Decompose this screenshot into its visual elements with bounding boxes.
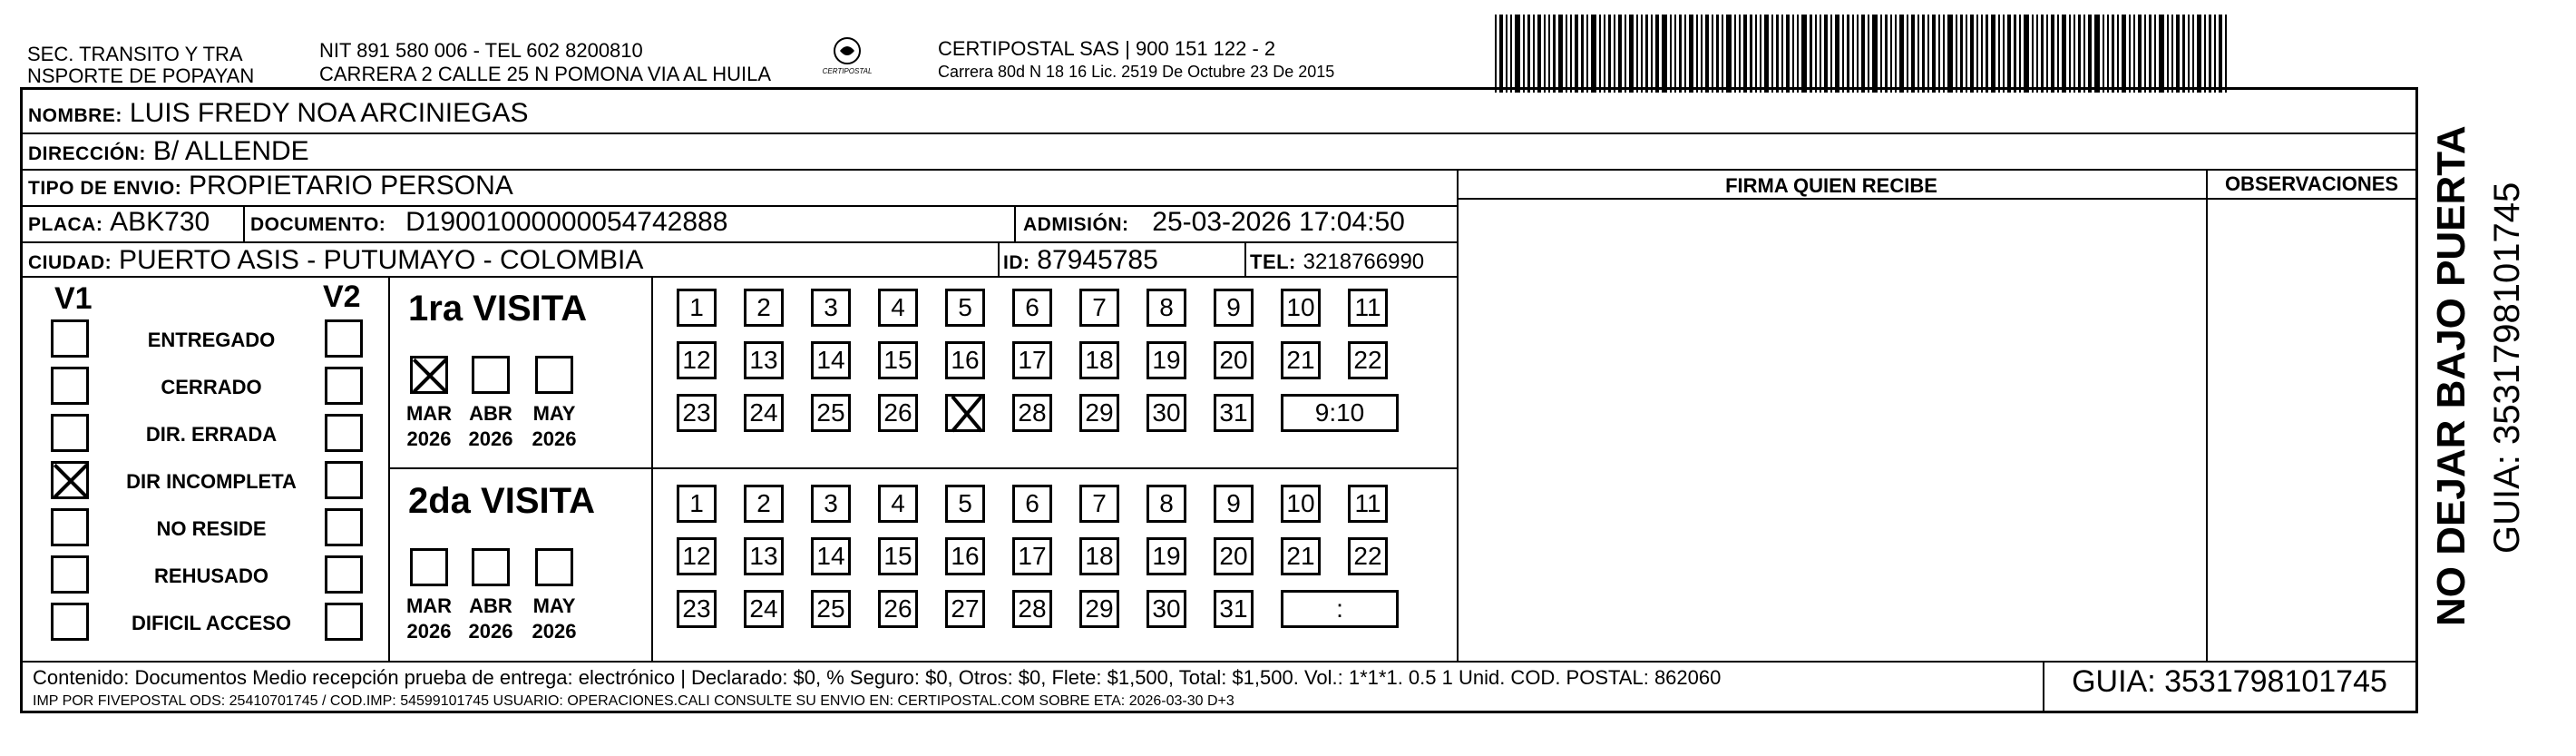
month-checkbox[interactable] xyxy=(472,356,510,394)
barcode-bar xyxy=(2036,15,2038,93)
v1-checkbox[interactable] xyxy=(51,461,89,499)
day-box[interactable]: 14 xyxy=(811,537,851,575)
barcode-bar xyxy=(1956,15,1957,93)
nombre-label: NOMBRE: xyxy=(28,105,122,126)
status-option-label: DIR INCOMPLETA xyxy=(126,470,297,493)
day-box[interactable]: 22 xyxy=(1348,341,1388,379)
ciudad xyxy=(28,245,643,279)
barcode-bar xyxy=(1510,15,1512,93)
barcode-bar xyxy=(2041,15,2044,93)
tipo-envio-value: PROPIETARIO PERSONA xyxy=(188,171,513,201)
day-box[interactable]: 18 xyxy=(1079,341,1119,379)
day-box[interactable]: 13 xyxy=(744,341,784,379)
barcode-bar xyxy=(1743,15,1747,93)
v2-checkbox[interactable] xyxy=(325,461,363,499)
v1-checkbox[interactable] xyxy=(51,367,89,405)
barcode-bar xyxy=(2225,15,2227,93)
barcode-bar xyxy=(1570,15,1572,93)
admision-value: 25-03-2026 17:04:50 xyxy=(1152,207,1405,237)
day-box[interactable]: 20 xyxy=(1214,341,1254,379)
barcode-bar xyxy=(1750,15,1752,93)
barcode-bar xyxy=(1608,15,1611,93)
barcode-bar xyxy=(1960,15,1963,93)
barcode-bar xyxy=(1981,15,1983,93)
tel-value: 3218766990 xyxy=(1303,250,1425,274)
side-guia: GUIA: 3531798101745 xyxy=(2487,182,2527,554)
barcode-bar xyxy=(1495,15,1497,93)
barcode-bar xyxy=(1885,15,1888,93)
day-box[interactable]: 30 xyxy=(1147,394,1186,432)
barcode-bar xyxy=(2003,15,2005,93)
barcode-bar xyxy=(1679,15,1682,93)
day-box[interactable]: 8 xyxy=(1147,485,1186,523)
barcode-bar xyxy=(1781,15,1783,93)
barcode-bar xyxy=(1815,15,1817,93)
barcode-bar xyxy=(2069,15,2071,93)
status-option-label: CERRADO xyxy=(161,376,262,398)
signature-area[interactable] xyxy=(1459,200,2204,659)
time-box[interactable]: 9:10 xyxy=(1281,394,1399,432)
placa-label: PLACA: xyxy=(28,214,103,235)
barcode-bar xyxy=(1830,15,1832,93)
status-option-label: DIR. ERRADA xyxy=(145,423,278,446)
time-box[interactable]: : xyxy=(1281,590,1399,628)
v2-checkbox[interactable] xyxy=(325,555,363,594)
row-nombre xyxy=(23,98,2415,134)
barcode-bar xyxy=(1684,15,1686,93)
barcode-bar xyxy=(1629,15,1634,93)
barcode-bar xyxy=(1966,15,1967,93)
documento-label: DOCUMENTO: xyxy=(250,214,386,235)
day-box[interactable]: 25 xyxy=(811,590,851,628)
barcode-bar xyxy=(1970,15,1974,93)
barcode-bar xyxy=(1820,15,1821,93)
barcode-bar xyxy=(2182,15,2185,93)
barcode-bar xyxy=(1938,15,1940,93)
visit1-title: 1ra VISITA xyxy=(408,289,588,329)
barcode-bar xyxy=(2133,15,2135,93)
v2-header: V2 xyxy=(323,280,361,314)
barcode-bar xyxy=(1591,15,1596,93)
day-box[interactable]: 15 xyxy=(878,341,918,379)
barcode-bar xyxy=(1986,15,1988,93)
day-box[interactable]: 19 xyxy=(1147,537,1186,575)
tipo-envio-label: TIPO DE ENVIO: xyxy=(28,178,182,199)
no-dejar-warning: NO DEJAR BAJO PUERTA xyxy=(2429,125,2474,626)
month-checkbox[interactable] xyxy=(410,356,448,394)
barcode-bar xyxy=(1558,15,1563,93)
barcode-bar xyxy=(2019,15,2021,93)
barcode-bar xyxy=(1943,15,1945,93)
barcode-bar xyxy=(1599,15,1601,93)
day-box[interactable]: 4 xyxy=(878,289,918,327)
barcode-bar xyxy=(1499,15,1503,93)
barcode-bar xyxy=(1523,15,1525,93)
barcode-bar xyxy=(1726,15,1732,93)
barcode-bar xyxy=(1786,15,1790,93)
barcode-bar xyxy=(1674,15,1676,93)
day-box[interactable]: 3 xyxy=(811,289,851,327)
barcode-bar xyxy=(2078,15,2081,93)
barcode-bar xyxy=(2167,15,2169,93)
barcode-bar xyxy=(1895,15,1897,93)
v2-checkbox[interactable] xyxy=(325,367,363,405)
barcode-bar xyxy=(1755,15,1757,93)
v2-checkbox[interactable] xyxy=(325,508,363,546)
day-box[interactable]: 13 xyxy=(744,537,784,575)
day-box[interactable]: 24 xyxy=(744,590,784,628)
day-box[interactable]: 5 xyxy=(945,289,985,327)
barcode-bar xyxy=(1842,15,1844,93)
barcode-bar xyxy=(1575,15,1578,93)
barcode-bar xyxy=(2083,15,2085,93)
id-field xyxy=(1003,245,1158,279)
tipo-envio xyxy=(28,171,513,204)
visit2-title: 2da VISITA xyxy=(408,481,595,521)
v2-checkbox[interactable] xyxy=(325,319,363,358)
barcode-bar xyxy=(1868,15,1869,93)
day-box[interactable]: 28 xyxy=(1012,590,1052,628)
day-box[interactable]: 14 xyxy=(811,341,851,379)
day-box[interactable]: 10 xyxy=(1281,289,1321,327)
day-box[interactable]: 2 xyxy=(744,485,784,523)
ciudad-value: PUERTO ASIS - PUTUMAYO - COLOMBIA xyxy=(118,245,644,275)
day-box[interactable]: 19 xyxy=(1147,341,1186,379)
barcode-bar xyxy=(2154,15,2156,93)
month-checkbox[interactable] xyxy=(410,548,448,586)
barcode-bar xyxy=(1907,15,1908,93)
day-box[interactable]: 3 xyxy=(811,485,851,523)
barcode-bar xyxy=(1776,15,1779,93)
day-box[interactable]: 16 xyxy=(945,341,985,379)
barcode-bar xyxy=(2171,15,2173,93)
v1-checkbox[interactable] xyxy=(51,319,89,358)
day-box[interactable]: 8 xyxy=(1147,289,1186,327)
barcode-bar xyxy=(1705,15,1709,93)
address-line: CARRERA 2 CALLE 25 N POMONA VIA AL HUILA xyxy=(319,63,772,85)
month-checkbox[interactable] xyxy=(472,548,510,586)
day-box[interactable]: 24 xyxy=(744,394,784,432)
barcode-bar xyxy=(1810,15,1812,93)
day-box[interactable]: 6 xyxy=(1012,485,1052,523)
direccion-value: B/ ALLENDE xyxy=(152,136,309,166)
barcode xyxy=(1495,15,2235,93)
placa xyxy=(28,207,210,241)
month-label: ABR 2026 xyxy=(468,402,513,450)
barcode-bar xyxy=(2094,15,2100,93)
barcode-bar xyxy=(1696,15,1698,93)
barcode-bar xyxy=(1712,15,1713,93)
footer-print-info: IMP POR FIVEPOSTAL ODS: 25410701745 / COD.IMP: 54599101745 USUARIO: OPERACIONES.CALI CONSULTE SU ENVIO EN: CERTIPOSTAL.COM SOBRE ETA: 2026-03-30 D+3 xyxy=(33,693,1234,709)
barcode-bar xyxy=(2051,15,2054,93)
observaciones-header: OBSERVACIONES xyxy=(2224,172,2399,195)
documento xyxy=(250,207,727,241)
day-box[interactable]: 23 xyxy=(677,394,717,432)
barcode-bar xyxy=(2112,15,2114,93)
barcode-bar xyxy=(1739,15,1741,93)
day-box[interactable]: 20 xyxy=(1214,537,1254,575)
barcode-bar xyxy=(2057,15,2059,93)
day-box[interactable]: 5 xyxy=(945,485,985,523)
barcode-bar xyxy=(1917,15,1919,93)
barcode-bar xyxy=(1771,15,1773,93)
logo-wordmark: CERTIPOSTAL xyxy=(822,67,873,75)
status-option-label: NO RESIDE xyxy=(156,517,267,540)
barcode-bar xyxy=(2088,15,2092,93)
barcode-bar xyxy=(2214,15,2216,93)
sender-line-1: SEC. TRANSITO Y TRA xyxy=(27,43,243,65)
barcode-bar xyxy=(1991,15,1995,93)
day-box[interactable]: 9 xyxy=(1214,289,1254,327)
barcode-bar xyxy=(1852,15,1854,93)
tel-label: TEL: xyxy=(1250,250,1296,273)
barcode-bar xyxy=(1533,15,1535,93)
day-box[interactable]: 18 xyxy=(1079,537,1119,575)
day-box[interactable]: 27 xyxy=(945,590,985,628)
v1-checkbox[interactable] xyxy=(51,603,89,641)
documento-value: D19001000000054742888 xyxy=(405,207,728,237)
barcode-bar xyxy=(1614,15,1615,93)
barcode-bar xyxy=(1932,15,1936,93)
barcode-bar xyxy=(1544,15,1546,93)
barcode-bar xyxy=(1824,15,1828,93)
barcode-bar xyxy=(2204,15,2206,93)
barcode-bar xyxy=(2107,15,2109,93)
day-box[interactable]: 29 xyxy=(1079,394,1119,432)
barcode-bar xyxy=(2197,15,2201,93)
barcode-bar xyxy=(1760,15,1761,93)
barcode-bar xyxy=(1566,15,1567,93)
barcode-bar xyxy=(1835,15,1839,93)
barcode-bar xyxy=(1764,15,1769,93)
month-label: MAY 2026 xyxy=(532,594,577,643)
barcode-bar xyxy=(1797,15,1799,93)
firma-header: FIRMA QUIEN RECIBE xyxy=(1725,174,1937,197)
day-box[interactable]: 30 xyxy=(1147,590,1186,628)
license-line: Carrera 80d N 18 16 Lic. 2519 De Octubre 23 De 2015 xyxy=(938,63,1335,81)
barcode-bar xyxy=(2129,15,2131,93)
barcode-bar xyxy=(1857,15,1859,93)
day-box[interactable]: 11 xyxy=(1348,289,1388,327)
barcode-bar xyxy=(1890,15,1892,93)
barcode-bar xyxy=(1701,15,1703,93)
barcode-bar xyxy=(2032,15,2034,93)
barcode-bar xyxy=(1899,15,1904,93)
id-label: ID: xyxy=(1003,252,1030,273)
barcode-bar xyxy=(1655,15,1659,93)
barcode-bar xyxy=(1847,15,1849,93)
barcode-bar xyxy=(2062,15,2066,93)
barcode-bar xyxy=(2192,15,2194,93)
barcode-bar xyxy=(1792,15,1794,93)
barcode-bar xyxy=(2159,15,2164,93)
day-box[interactable]: 31 xyxy=(1214,394,1254,432)
placa-value: ABK730 xyxy=(110,207,210,237)
barcode-bar xyxy=(1861,15,1865,93)
barcode-bar xyxy=(1911,15,1915,93)
barcode-bar xyxy=(2176,15,2180,93)
day-box[interactable]: 10 xyxy=(1281,485,1321,523)
day-box[interactable]: 7 xyxy=(1079,289,1119,327)
barcode-bar xyxy=(1998,15,2000,93)
day-box[interactable] xyxy=(945,394,985,432)
barcode-bar xyxy=(2138,15,2142,93)
day-box[interactable]: 17 xyxy=(1012,537,1052,575)
company-line: CERTIPOSTAL SAS | 900 151 122 - 2 xyxy=(938,37,1276,60)
barcode-bar xyxy=(1645,15,1648,93)
status-option-label: DIFICIL ACCESO xyxy=(131,612,291,634)
v2-checkbox[interactable] xyxy=(325,603,363,641)
barcode-bar xyxy=(1586,15,1588,93)
barcode-bar xyxy=(1515,15,1520,93)
day-box[interactable]: 12 xyxy=(677,537,717,575)
day-box[interactable]: 21 xyxy=(1281,341,1321,379)
barcode-bar xyxy=(1662,15,1667,93)
status-option-label: REHUSADO xyxy=(154,565,268,587)
day-box[interactable]: 1 xyxy=(677,289,717,327)
barcode-bar xyxy=(1670,15,1672,93)
barcode-bar xyxy=(2149,15,2152,93)
barcode-bar xyxy=(1689,15,1693,93)
ciudad-label: CIUDAD: xyxy=(28,252,112,273)
observations-area[interactable] xyxy=(2210,200,2414,659)
day-box[interactable]: 17 xyxy=(1012,341,1052,379)
day-box[interactable]: 1 xyxy=(677,485,717,523)
day-box[interactable]: 7 xyxy=(1079,485,1119,523)
barcode-bar xyxy=(1625,15,1626,93)
barcode-bar xyxy=(1548,15,1550,93)
day-box[interactable]: 23 xyxy=(677,590,717,628)
barcode-bar xyxy=(1922,15,1925,93)
day-box[interactable]: 6 xyxy=(1012,289,1052,327)
tel-field xyxy=(1250,245,1424,278)
footer-content: Contenido: Documentos Medio recepción prueba de entrega: electrónico | Declarado: $0, % Seguro: $0, Otros: $0, Flete: $1,500, Total: $1,500. Vol.: 1*1*1. 0.5 1 Unid. COD. POSTAL: 862060 xyxy=(33,666,1722,689)
barcode-bar xyxy=(1581,15,1584,93)
barcode-bar xyxy=(1872,15,1878,93)
admision xyxy=(1023,207,1405,241)
direccion-label: DIRECCIÓN: xyxy=(28,143,146,164)
barcode-bar xyxy=(1553,15,1556,93)
day-box[interactable]: 28 xyxy=(1012,394,1052,432)
barcode-bar xyxy=(1636,15,1638,93)
day-box[interactable]: 2 xyxy=(744,289,784,327)
barcode-bar xyxy=(2188,15,2190,93)
barcode-bar xyxy=(1651,15,1653,93)
admision-label: ADMISIÓN: xyxy=(1023,214,1129,235)
month-checkbox[interactable] xyxy=(535,356,573,394)
nombre-value: LUIS FREDY NOA ARCINIEGAS xyxy=(129,98,529,128)
barcode-bar xyxy=(2007,15,2011,93)
v1-header: V1 xyxy=(54,281,93,316)
nit-line: NIT 891 580 006 - TEL 602 8200810 xyxy=(319,39,643,62)
barcode-bar xyxy=(1506,15,1508,93)
v1-checkbox[interactable] xyxy=(51,508,89,546)
barcode-bar xyxy=(1618,15,1622,93)
barcode-bar xyxy=(1734,15,1736,93)
month-label: MAR 2026 xyxy=(405,402,453,450)
barcode-bar xyxy=(1976,15,1978,93)
barcode-bar xyxy=(2103,15,2104,93)
day-box[interactable]: 21 xyxy=(1281,537,1321,575)
barcode-bar xyxy=(1880,15,1882,93)
day-box[interactable]: 25 xyxy=(811,394,851,432)
barcode-bar xyxy=(2073,15,2075,93)
barcode-bar xyxy=(2117,15,2119,93)
certipostal-logo xyxy=(820,34,874,82)
day-box[interactable]: 26 xyxy=(878,394,918,432)
barcode-bar xyxy=(2014,15,2016,93)
barcode-bar xyxy=(1527,15,1530,93)
barcode-bar xyxy=(2144,15,2146,93)
day-box[interactable]: 26 xyxy=(878,590,918,628)
status-option-label: ENTREGADO xyxy=(147,329,276,351)
day-box[interactable]: 12 xyxy=(677,341,717,379)
barcode-bar xyxy=(1641,15,1643,93)
barcode-bar xyxy=(2209,15,2211,93)
day-box[interactable]: 22 xyxy=(1348,537,1388,575)
barcode-bar xyxy=(1604,15,1605,93)
barcode-bar xyxy=(1722,15,1723,93)
id-value: 87945785 xyxy=(1037,245,1158,275)
day-box[interactable]: 11 xyxy=(1348,485,1388,523)
barcode-bar xyxy=(2219,15,2222,93)
month-checkbox[interactable] xyxy=(535,548,573,586)
day-box[interactable]: 31 xyxy=(1214,590,1254,628)
day-box[interactable]: 16 xyxy=(945,537,985,575)
month-label: MAY 2026 xyxy=(532,402,577,450)
sender-line-2: NSPORTE DE POPAYAN xyxy=(27,64,255,87)
barcode-bar xyxy=(1716,15,1719,93)
barcode-bar xyxy=(1801,15,1807,93)
barcode-bar xyxy=(2122,15,2126,93)
day-box[interactable]: 29 xyxy=(1079,590,1119,628)
v1-checkbox[interactable] xyxy=(51,555,89,594)
barcode-bar xyxy=(1927,15,1929,93)
month-label: MAR 2026 xyxy=(405,594,453,643)
row-direccion xyxy=(23,136,2415,171)
month-label: ABR 2026 xyxy=(468,594,513,643)
day-box[interactable]: 15 xyxy=(878,537,918,575)
day-box[interactable]: 9 xyxy=(1214,485,1254,523)
barcode-bar xyxy=(2024,15,2029,93)
day-box[interactable]: 4 xyxy=(878,485,918,523)
barcode-bar xyxy=(2046,15,2048,93)
v2-checkbox[interactable] xyxy=(325,414,363,452)
v1-checkbox[interactable] xyxy=(51,414,89,452)
barcode-bar xyxy=(1537,15,1541,93)
footer-guia: GUIA: 3531798101745 xyxy=(2072,664,2387,699)
barcode-bar xyxy=(1947,15,1953,93)
